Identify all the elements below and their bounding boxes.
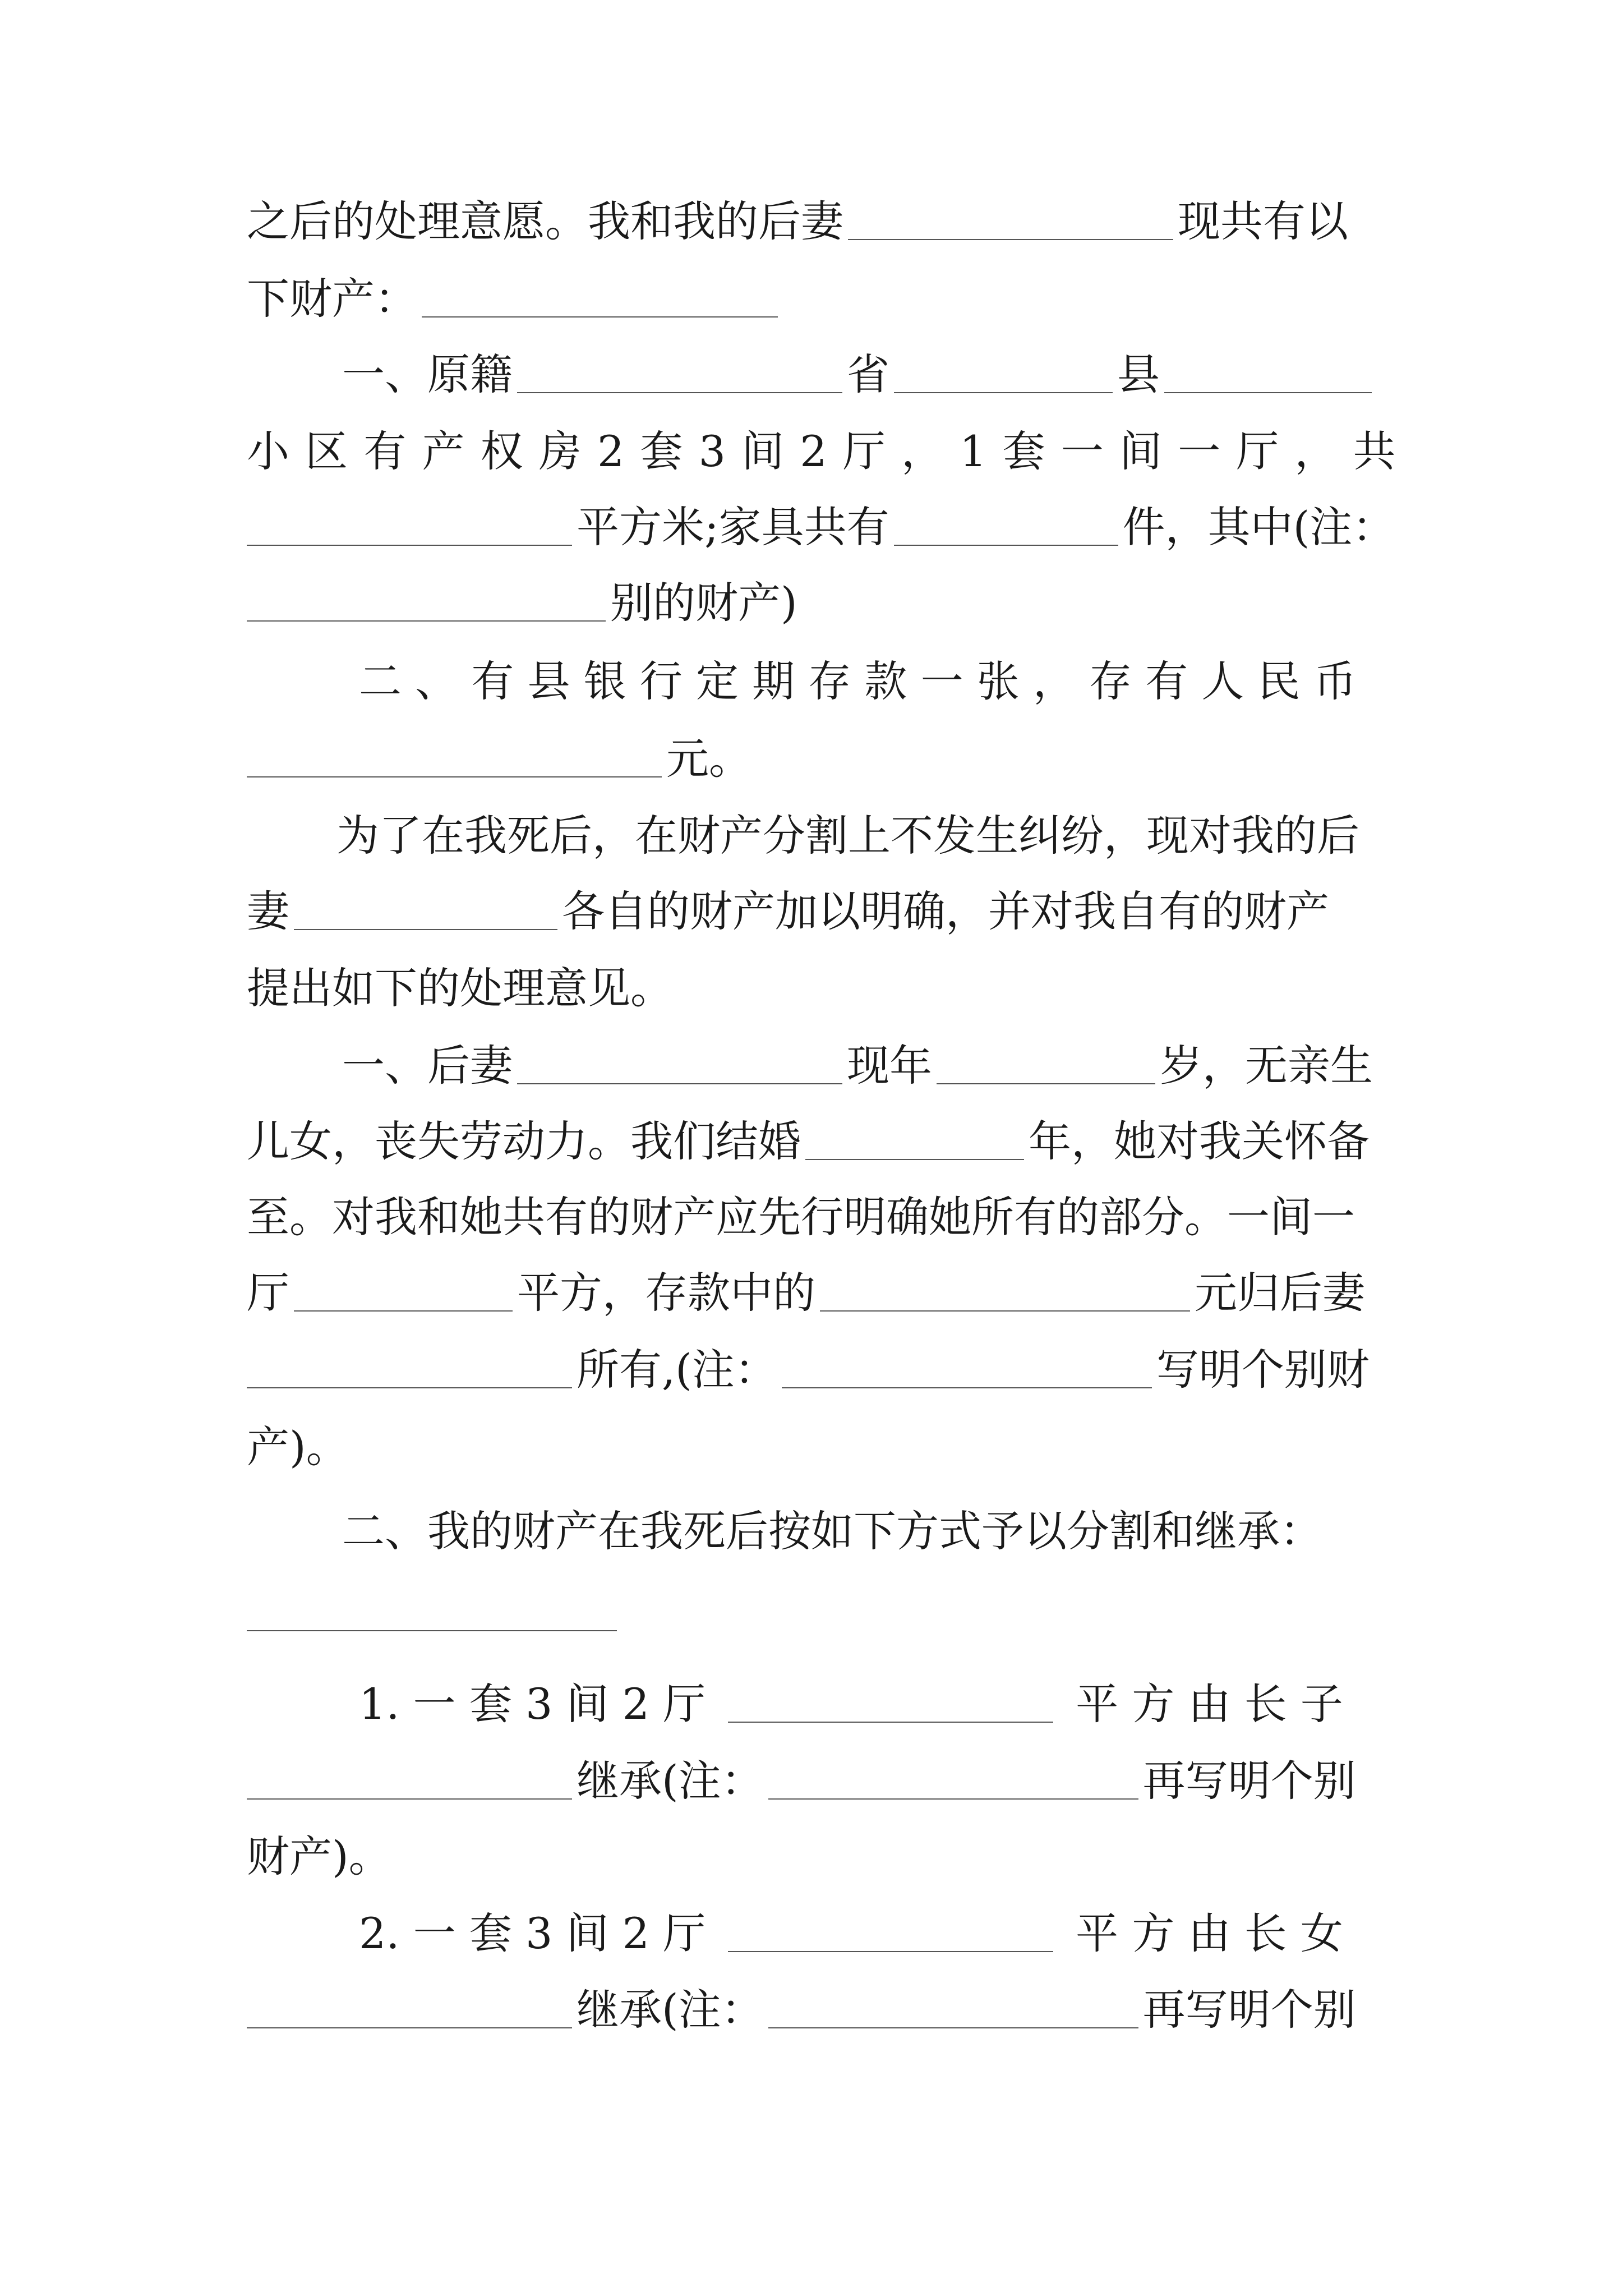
text-segment: 件，其中(注： <box>1122 502 1395 552</box>
text-line <box>247 421 1397 482</box>
text-line <box>247 1416 1385 1478</box>
text-segment: 平 方 由 长 女 <box>1076 1908 1343 1958</box>
text-segment: 继承(注： <box>577 1756 764 1806</box>
text-line <box>247 1035 1385 1097</box>
fill-blank[interactable] <box>894 505 1118 546</box>
text-segment: 下财产： <box>247 274 417 324</box>
text-segment: 县 <box>1117 349 1160 399</box>
text-line <box>247 268 1385 330</box>
text-line <box>247 1826 1385 1888</box>
text-segment: 二 、 有 县 银 行 定 期 存 款 一 张 ， 存 有 人 民 币 <box>359 656 1357 706</box>
text-line <box>247 1262 1385 1324</box>
text-segment: 1. 一 套 3 间 2 厅 <box>359 1679 706 1729</box>
text-line <box>247 496 1395 558</box>
fill-blank[interactable] <box>848 200 1173 240</box>
text-segment: 年，她对我关怀备 <box>1029 1116 1370 1166</box>
text-line <box>247 1979 1385 2041</box>
text-segment: 妻 <box>247 886 289 936</box>
text-line <box>247 572 1385 634</box>
text-line <box>247 1750 1385 1812</box>
fill-blank[interactable] <box>894 353 1113 393</box>
fill-blank[interactable] <box>1164 353 1372 393</box>
text-segment: 一、后妻 <box>342 1041 513 1091</box>
fill-blank[interactable] <box>247 1759 572 1800</box>
text-segment: 一、原籍 <box>342 349 513 399</box>
text-segment: 平 方 由 长 子 <box>1076 1679 1343 1729</box>
text-line <box>247 1582 1385 1644</box>
fill-blank[interactable] <box>728 1682 1053 1723</box>
fill-blank[interactable] <box>517 353 842 393</box>
text-segment: 儿女，丧失劳动力。我们结婚 <box>247 1116 801 1166</box>
text-line <box>247 1673 1385 1735</box>
text-line <box>247 805 1385 867</box>
fill-blank[interactable] <box>768 1759 1138 1800</box>
text-segment: 2. 一 套 3 间 2 厅 <box>359 1908 706 1958</box>
text-segment: 至。对我和她共有的财产应先行明确她所有的部分。一间一 <box>247 1192 1355 1242</box>
text-line <box>247 958 1385 1019</box>
text-segment: 别的财产) <box>610 578 797 628</box>
text-segment: 为了在我死后，在财产分割上不发生纠纷，现对我的后 <box>336 811 1359 861</box>
text-line <box>247 1339 1385 1401</box>
text-segment: 各自的财产加以明确，并对我自有的财产 <box>562 886 1329 936</box>
fill-blank[interactable] <box>247 737 662 777</box>
text-segment: 所有,(注： <box>577 1345 777 1395</box>
text-segment: 继承(注： <box>577 1985 764 2035</box>
text-segment: 元归后妻 <box>1195 1268 1365 1318</box>
fill-blank[interactable] <box>782 1348 1152 1388</box>
text-line <box>247 728 1385 790</box>
text-segment: 厅 <box>247 1268 289 1318</box>
text-segment: 平方，存款中的 <box>517 1268 815 1318</box>
text-segment: 之后的处理意愿。我和我的后妻 <box>247 196 843 246</box>
text-segment: 二、我的财产在我死后按如下方式予以分割和继承： <box>342 1506 1322 1556</box>
text-line <box>247 881 1385 942</box>
fill-blank[interactable] <box>247 581 606 622</box>
text-line <box>247 1186 1385 1248</box>
text-segment: 财产)。 <box>247 1832 391 1881</box>
text-segment: 省 <box>847 349 889 399</box>
text-segment: 产)。 <box>247 1422 349 1472</box>
text-segment: 再写明个别 <box>1142 1756 1356 1806</box>
fill-blank[interactable] <box>768 1988 1138 2028</box>
fill-blank[interactable] <box>517 1044 842 1084</box>
text-line <box>247 191 1385 252</box>
text-line <box>247 1903 1385 1964</box>
fill-blank[interactable] <box>937 1044 1155 1084</box>
text-segment: 小 区 有 产 权 房 2 套 3 间 2 厅 ， 1 套 一 间 一 厅 ， 共 <box>247 426 1397 476</box>
fill-blank[interactable] <box>247 1591 617 1631</box>
text-segment: 平方米;家具共有 <box>577 502 889 552</box>
text-line <box>247 1111 1385 1172</box>
fill-blank[interactable] <box>247 1348 572 1388</box>
text-segment: 现共有以 <box>1178 196 1348 246</box>
text-segment: 提出如下的处理意见。 <box>247 963 673 1013</box>
fill-blank[interactable] <box>422 277 778 318</box>
fill-blank[interactable] <box>728 1912 1053 1952</box>
fill-blank[interactable] <box>247 1988 572 2028</box>
text-segment: 岁，无亲生 <box>1160 1041 1373 1091</box>
text-segment: 再写明个别 <box>1142 1985 1356 2035</box>
text-segment: 现年 <box>847 1041 932 1091</box>
fill-blank[interactable] <box>247 505 572 546</box>
text-segment: 写明个别财 <box>1156 1345 1370 1395</box>
text-line <box>247 1501 1385 1562</box>
text-segment: 元。 <box>666 734 751 784</box>
fill-blank[interactable] <box>820 1271 1190 1312</box>
text-line <box>247 344 1385 406</box>
fill-blank[interactable] <box>805 1120 1024 1160</box>
fill-blank[interactable] <box>294 1271 513 1312</box>
text-line <box>247 651 1385 712</box>
fill-blank[interactable] <box>294 890 557 930</box>
